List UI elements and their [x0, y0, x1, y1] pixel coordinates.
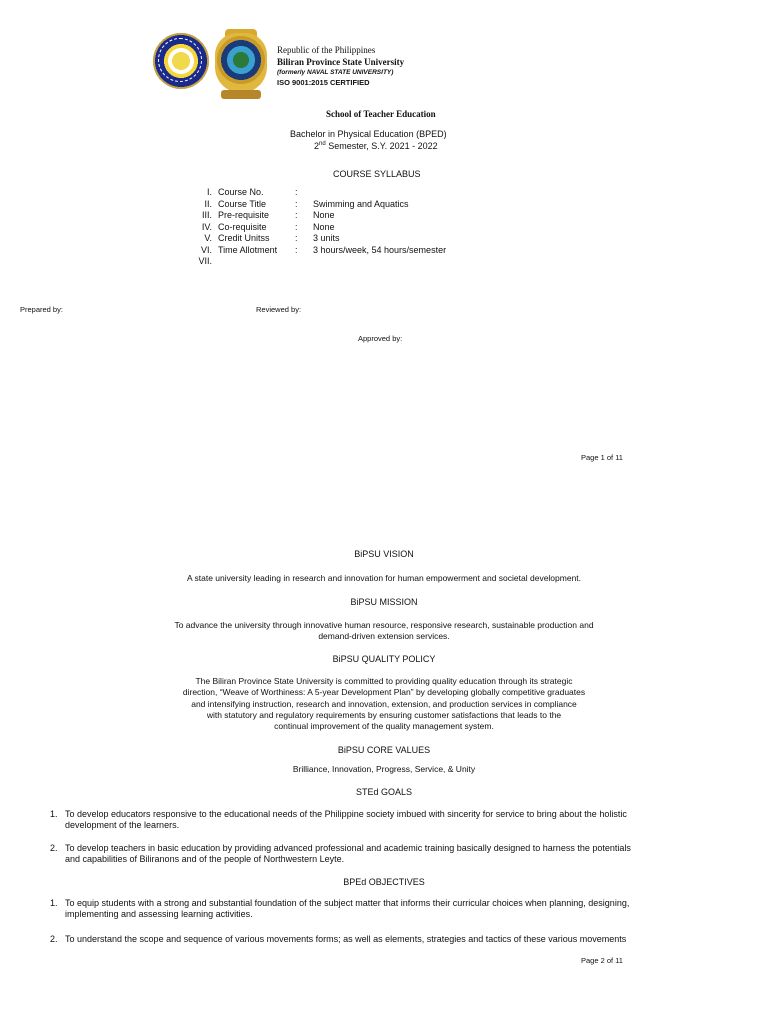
program-name: Bachelor in Physical Education (BPED) — [290, 129, 447, 139]
course-info-num: II. — [204, 198, 212, 209]
vision-text: A state university leading in research and innovation for human empowerment and societal development. — [186, 573, 582, 583]
course-info-table — [0, 187, 768, 277]
course-info-value: Swimming and Aquatics — [313, 198, 409, 209]
goal-line: and capabilities of Biliranons and of the people of Northwestern Leyte. — [65, 854, 345, 865]
objective-text — [65, 898, 695, 921]
objective-text — [65, 934, 695, 945]
goal-line: To develop educators responsive to the educational needs of the Philippine society imbued with sincerity for service to bring about the holistic — [65, 809, 627, 819]
quality-policy-line: direction, “Weave of Worthiness: A 5-year Development Plan” by developing globally competitive graduates — [182, 687, 586, 698]
core-values-text: Brilliance, Innovation, Progress, Service, & Unity — [292, 764, 476, 774]
course-info-sep: : — [295, 198, 298, 209]
objective-line: To equip students with a strong and substantial foundation of the subject matter that informs their curricular choices when planning, designing, — [65, 898, 630, 908]
bped-objectives-heading: BPEd OBJECTIVES — [343, 877, 425, 887]
objective-line: To understand the scope and sequence of various movements forms; as well as elements, strategies and tactics of these various movements — [65, 934, 627, 944]
header-republic: Republic of the Philippines — [277, 45, 376, 55]
quality-policy-line: The Biliran Province State University is committed to providing quality education through its strategic — [195, 676, 573, 686]
approved-by-label: Approved by: — [358, 334, 403, 343]
course-info-num: VII. — [198, 256, 212, 266]
page-number-2: Page 2 of 11 — [581, 956, 623, 965]
course-info-label: Credit Unitss — [218, 233, 270, 243]
course-info-label: Pre-requisite — [218, 210, 270, 220]
objective-number: 1. — [50, 898, 58, 908]
course-info-label: Course No. — [218, 187, 264, 197]
prepared-by-label: Prepared by: — [20, 305, 63, 314]
header-iso: ISO 9001:2015 CERTIFIED — [277, 78, 370, 87]
core-values-heading: BiPSU CORE VALUES — [337, 745, 431, 755]
quality-policy-heading: BiPSU QUALITY POLICY — [332, 654, 436, 664]
sted-goals-heading: STEd GOALS — [355, 787, 413, 797]
course-info-value: None — [313, 210, 335, 220]
goal-line: To develop teachers in basic education by providing advanced professional and academic training basically designed to harness the potentials — [65, 843, 631, 853]
university-seal-ring — [158, 38, 202, 82]
mission-heading: BiPSU MISSION — [350, 597, 418, 607]
college-seal-base — [221, 90, 261, 99]
course-info-num: V. — [204, 233, 212, 243]
quality-policy-line: and intensifying instruction, research and innovation, extension, and production services in compliance — [191, 698, 577, 709]
course-info-num: III. — [201, 210, 212, 220]
goal-text — [65, 843, 695, 866]
goal-line: development of the learners. — [65, 820, 180, 831]
header-university: Biliran Province State University — [277, 57, 405, 67]
reviewed-by-label: Reviewed by: — [256, 305, 302, 314]
course-info-num: VI. — [200, 244, 212, 255]
course-info-label: Co-requisite — [218, 221, 267, 232]
course-info-value: 3 hours/week, 54 hours/semester — [313, 244, 447, 255]
course-info-value: 3 units — [313, 233, 340, 243]
goal-text — [65, 809, 695, 832]
objective-line: implementing and assessing learning activities. — [65, 909, 253, 920]
quality-policy-line: continual improvement of the quality management system. — [274, 721, 494, 732]
syllabus-title: COURSE SYLLABUS — [333, 169, 421, 179]
course-info-sep: : — [295, 187, 298, 197]
goal-number: 2. — [50, 843, 58, 853]
course-info-sep: : — [295, 244, 298, 255]
vision-heading: BiPSU VISION — [354, 549, 414, 559]
goal-number: 1. — [50, 809, 58, 819]
semester-ordinal: 2 — [314, 141, 320, 151]
course-info-sep: : — [295, 221, 298, 232]
header-formerly: (formerly NAVAL STATE UNIVERSITY) — [277, 69, 394, 76]
course-info-sep: : — [295, 210, 298, 220]
course-info-num: I. — [206, 187, 212, 197]
school-name: School of Teacher Education — [326, 109, 436, 119]
mission-text-line-1: To advance the university through innovative human resource, responsive research, sustainable production and — [174, 620, 594, 630]
course-info-label: Time Allotment — [218, 244, 278, 255]
semester-suffix: nd — [319, 141, 326, 147]
page-number-1: Page 1 of 11 — [581, 453, 623, 462]
course-info-num: IV. — [201, 221, 212, 232]
course-info-label: Course Title — [218, 198, 267, 209]
semester-rest: Semester, S.Y. 2021 - 2022 — [325, 141, 438, 151]
quality-policy-line: with statutory and regulatory requirements by ensuring customer satisfactions that leads to the — [206, 709, 562, 720]
course-info-sep: : — [295, 233, 298, 243]
course-info-value: None — [313, 221, 335, 232]
objective-number: 2. — [50, 934, 58, 944]
semester-line — [314, 141, 438, 151]
mission-text-line-2: demand-driven extension services. — [318, 631, 450, 641]
college-seal-logo — [215, 33, 267, 93]
